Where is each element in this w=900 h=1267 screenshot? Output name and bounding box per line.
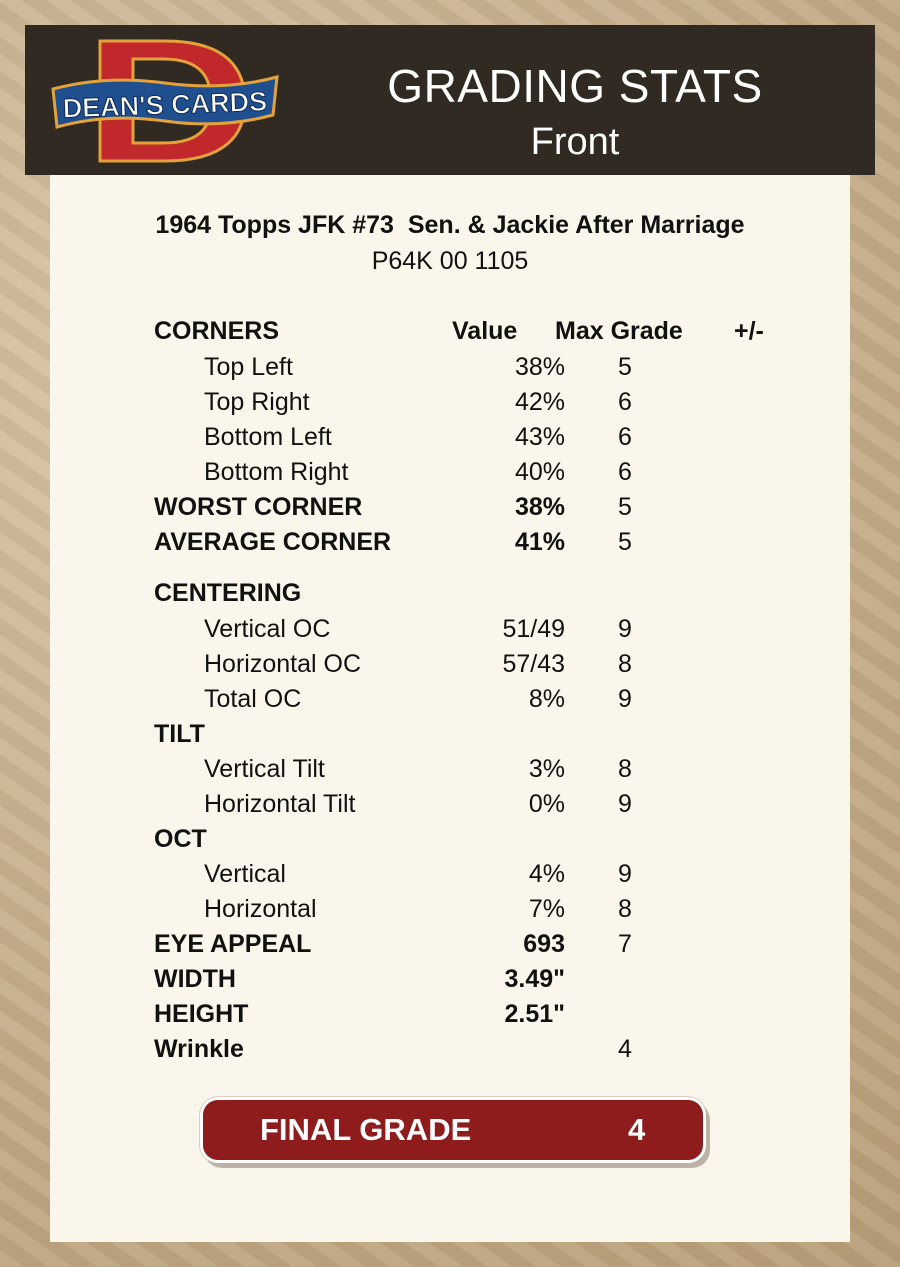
stats-panel xyxy=(50,175,850,1242)
stat-value: 3% xyxy=(528,755,565,783)
stat-max-grade: 8 xyxy=(618,650,632,678)
stat-row xyxy=(50,860,850,895)
stat-label: EYE APPEAL xyxy=(154,930,312,958)
column-header-max-grade: Max Grade xyxy=(555,317,683,345)
stat-max-grade: 7 xyxy=(618,930,632,958)
stat-row xyxy=(50,965,850,1000)
stat-row xyxy=(50,423,850,458)
stat-value: 7% xyxy=(528,895,565,923)
logo-text: DEAN'S CARDS xyxy=(62,86,268,124)
stat-max-grade: 8 xyxy=(618,755,632,783)
stat-value: 38% xyxy=(514,493,565,521)
stat-row xyxy=(50,615,850,650)
stat-row xyxy=(50,388,850,423)
stat-label: Wrinkle xyxy=(154,1035,244,1063)
stat-row xyxy=(50,1000,850,1035)
stat-label: Top Left xyxy=(204,353,293,381)
stat-row xyxy=(50,755,850,790)
stat-label: WORST CORNER xyxy=(154,493,363,521)
stat-row xyxy=(50,895,850,930)
stat-value: 3.49" xyxy=(504,965,565,993)
stat-label: Vertical xyxy=(204,860,286,888)
stat-label: Top Right xyxy=(204,388,310,416)
stat-max-grade: 5 xyxy=(618,528,632,556)
stat-value: 43% xyxy=(514,423,565,451)
final-grade-badge xyxy=(200,1097,706,1163)
column-header-plus-minus: +/- xyxy=(734,317,764,345)
stat-row xyxy=(50,650,850,685)
stat-row xyxy=(50,1035,850,1070)
deans-cards-logo xyxy=(45,37,285,167)
stat-label: Bottom Left xyxy=(204,423,332,451)
header-bar xyxy=(25,25,875,175)
stat-label: HEIGHT xyxy=(154,1000,249,1028)
page-subtitle: Front xyxy=(530,121,620,163)
stat-row xyxy=(50,493,850,528)
stat-row xyxy=(50,579,850,614)
stat-row xyxy=(50,528,850,563)
stat-max-grade: 8 xyxy=(618,895,632,923)
column-header-value: Value xyxy=(452,317,518,345)
stat-value: 40% xyxy=(514,458,565,486)
card-title: 1964 Topps JFK #73 Sen. & Jackie After Marriage xyxy=(155,211,745,239)
stat-label: Bottom Right xyxy=(204,458,349,486)
stat-label: CORNERS xyxy=(154,317,280,345)
card-id: P64K 00 1105 xyxy=(371,247,529,275)
stat-label: WIDTH xyxy=(154,965,236,993)
stat-max-grade: 6 xyxy=(618,458,632,486)
stat-label: OCT xyxy=(154,825,207,853)
stat-max-grade: 5 xyxy=(618,353,632,381)
stat-value: 57/43 xyxy=(502,650,565,678)
stat-max-grade: 9 xyxy=(618,685,632,713)
stat-label: Horizontal OC xyxy=(204,650,361,678)
stat-row xyxy=(50,685,850,720)
stat-value: 2.51" xyxy=(504,1000,565,1028)
stat-max-grade: 4 xyxy=(618,1035,632,1063)
stat-label: AVERAGE CORNER xyxy=(154,528,392,556)
stat-value: 693 xyxy=(523,930,565,958)
stat-row xyxy=(50,353,850,388)
stat-max-grade: 9 xyxy=(618,860,632,888)
final-grade-label: FINAL GRADE xyxy=(260,1112,472,1147)
stat-row xyxy=(50,317,850,352)
stat-value: 4% xyxy=(528,860,565,888)
stat-row xyxy=(50,930,850,965)
stat-label: Vertical Tilt xyxy=(204,755,325,783)
final-grade-value: 4 xyxy=(628,1112,646,1147)
stat-label: Horizontal Tilt xyxy=(204,790,356,818)
stat-value: 38% xyxy=(514,353,565,381)
stat-value: 51/49 xyxy=(502,615,565,643)
stat-value: 42% xyxy=(514,388,565,416)
page-title: GRADING STATS xyxy=(387,60,763,112)
stat-max-grade: 6 xyxy=(618,423,632,451)
stat-row xyxy=(50,458,850,493)
stat-value: 41% xyxy=(514,528,565,556)
stat-row xyxy=(50,825,850,860)
stat-row xyxy=(50,720,850,755)
stat-row xyxy=(50,790,850,825)
stat-max-grade: 6 xyxy=(618,388,632,416)
stat-label: TILT xyxy=(154,720,205,748)
stat-label: CENTERING xyxy=(154,579,302,607)
stat-max-grade: 9 xyxy=(618,790,632,818)
stat-value: 0% xyxy=(528,790,565,818)
stat-label: Total OC xyxy=(204,685,302,713)
stat-label: Vertical OC xyxy=(204,615,331,643)
stat-label: Horizontal xyxy=(204,895,317,923)
stat-max-grade: 5 xyxy=(618,493,632,521)
stat-value: 8% xyxy=(528,685,565,713)
stat-max-grade: 9 xyxy=(618,615,632,643)
